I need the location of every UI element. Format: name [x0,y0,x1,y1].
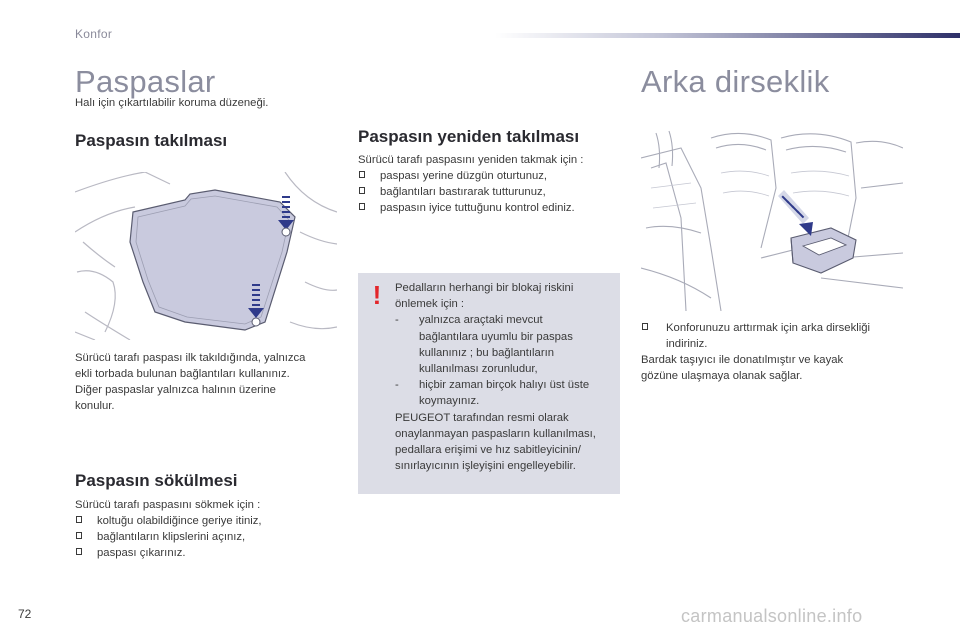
warning-item [395,312,617,377]
list-item [358,168,628,184]
floor-mat-drawing [75,172,337,340]
page-number: 72 [18,607,32,621]
list-item [75,529,337,545]
step-text: koltuğu olabildiğince geriye itiniz, [97,515,262,527]
list-item [358,184,628,200]
step-text: paspasın iyice tuttuğunu kontrol ediniz. [380,202,575,214]
armrest-title: Arka dirseklik [641,64,830,99]
warning-line: pedallara erişimi ve hız sabitleyicinin/ [395,444,581,457]
checkbox-icon [76,516,82,523]
install-text-line: konulur. [75,400,115,412]
page-subtitle: Halı için çıkartılabilir koruma düzeneği. [75,97,269,109]
refit-heading: Paspasın yeniden takılması [358,127,580,146]
checkbox-icon [359,187,365,194]
warning-item [395,377,617,409]
step-text: indiriniz. [666,338,708,350]
rear-armrest-illustration [641,128,903,311]
remove-steps [75,513,337,561]
warning-line: onaylanmayan paspasların kullanılması, [395,427,596,440]
install-text-line: ekli torbada bulunan bağlantıları kullanınız. [75,368,290,380]
remove-heading: Paspasın sökülmesi [75,471,238,490]
warning-line: PEUGEOT tarafından resmi olarak [395,411,569,424]
warning-line: hiçbir zaman birçok halıyı üst üste [419,379,590,392]
checkbox-icon [359,171,365,178]
list-item [75,545,337,561]
install-text-line: Sürücü tarafı paspası ilk takıldığında, yalnızca [75,352,306,364]
warning-line: kullanınız ; bu bağlantıların [419,346,555,359]
section-label: Konfor [75,27,113,41]
remove-instructions [75,497,337,561]
step-text: paspası çıkarınız. [97,547,186,559]
checkbox-icon [642,323,648,330]
warning-line: önlemek için : [395,298,465,311]
step-text: paspası yerine düzgün oturtunuz, [380,170,548,182]
warning-text [395,280,617,474]
step-text: bağlantıları bastırarak tutturunuz, [380,186,546,198]
warning-line: yalnızca araçtaki mevcut [419,314,543,327]
dash-bullet: - [395,379,399,392]
header-bar [495,33,960,38]
warning-item-text [419,312,617,377]
warning-line: koymayınız. [419,395,480,408]
armrest-text-line: Bardak taşıyıcı ile donatılmıştır ve kayak [641,354,844,366]
list-item [641,320,921,352]
list-item [75,513,337,529]
warning-line: bağlantılara uyumlu bir paspas [419,330,573,343]
refit-instructions [358,152,628,216]
warning-icon: ! [372,280,382,310]
armrest-instructions [641,320,921,384]
page-title: Paspaslar [75,64,216,99]
warning-line: Pedalların herhangi bir blokaj riskini [395,282,574,294]
remove-intro: Sürücü tarafı paspasını sökmek için : [75,499,261,511]
dash-bullet: - [395,314,399,327]
install-heading: Paspasın takılması [75,131,228,150]
armrest-text-line: gözüne ulaşmaya olanak sağlar. [641,370,803,382]
armrest-steps [641,320,921,352]
checkbox-icon [76,548,82,555]
list-item [358,200,628,216]
install-text-line: Diğer paspaslar yalnızca halının üzerine [75,384,276,396]
refit-steps [358,168,628,216]
warning-line: sınırlayıcının işleyişini engelleyebilir. [395,460,576,473]
warning-item-text [419,377,617,409]
watermark: carmanualsonline.info [681,606,863,626]
install-text [75,350,337,414]
refit-intro: Sürücü tarafı paspasını yeniden takmak için : [358,154,584,166]
checkbox-icon [359,203,365,210]
warning-line: kullanılması zorunludur, [419,363,538,376]
rear-seat-drawing [641,128,903,311]
floor-mat-illustration [75,172,337,340]
step-text: Konforunuzu arttırmak için arka dirsekliği [666,322,871,334]
step-text: bağlantıların klipslerini açınız, [97,531,246,543]
checkbox-icon [76,532,82,539]
